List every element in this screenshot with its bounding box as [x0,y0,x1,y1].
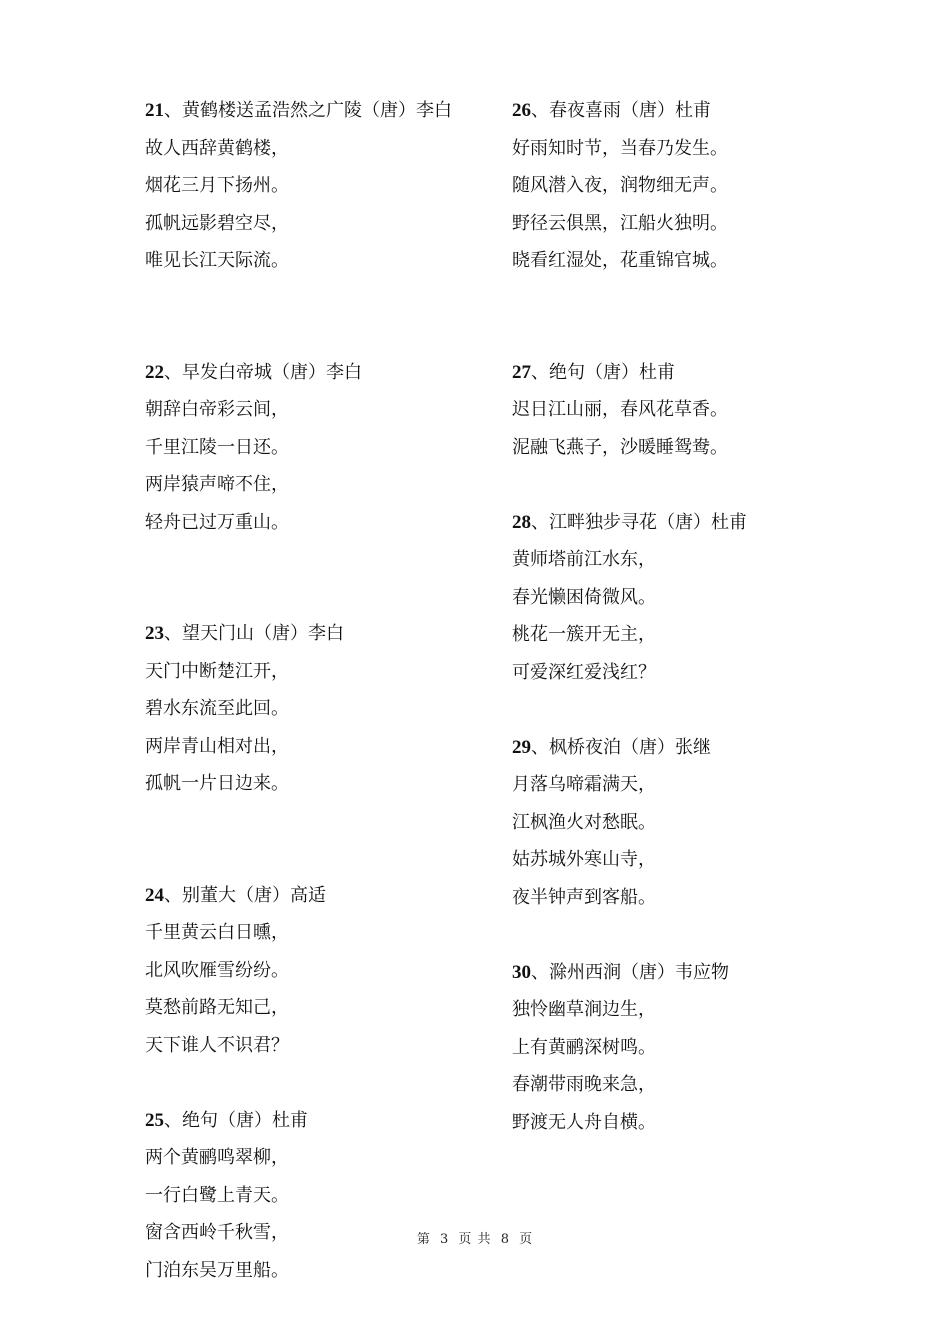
poem-number: 26 [512,100,531,121]
poem-line: 门泊东吴万里船。 [145,1259,289,1281]
poem-line: 桃花一簇开无主， [512,624,656,645]
poem-line: 千里黄云白日曛， [145,922,289,943]
current-page-number: 3 [440,1232,450,1247]
poem-title-text: 、绝句（唐）杜甫 [531,361,675,383]
poem-line: 春光懒困倚微风。 [512,586,656,608]
poem-line: 春潮带雨晚来急， [512,1074,656,1095]
poem-line: 两岸青山相对出， [145,735,289,757]
poem-line: 随风潜入夜，润物细无声。 [512,175,728,196]
spacer [512,280,872,354]
poem-24 [145,877,495,1065]
footer-middle: 页 共 [458,1232,492,1247]
poem-line: 千里江陵一日还。 [145,436,289,458]
poem-line: 两个黄鹂鸣翠柳， [145,1147,289,1168]
poem-line: 唯见长江天际流。 [145,250,289,271]
poem-title-text: 、别董大（唐）高适 [164,884,326,906]
spacer [512,466,872,504]
footer-suffix: 页 [519,1232,534,1247]
poem-line: 天下谁人不识君？ [145,1034,289,1056]
spacer [145,541,495,615]
poem-line: 两岸猿声啼不住， [145,474,289,495]
poem-line: 烟花三月下扬州。 [145,175,289,196]
poem-29 [512,729,872,917]
poem-line: 窗含西岭千秋雪， [145,1222,289,1243]
poem-27 [512,354,872,467]
poem-line: 孤帆远影碧空尽， [145,212,289,234]
poem-line: 野径云俱黑，江船火独明。 [512,212,728,234]
poem-number: 29 [512,736,531,758]
poem-30 [512,954,872,1142]
poem-title [512,354,872,392]
poem-line: 一行白鹭上青天。 [145,1184,289,1206]
poem-number: 30 [512,961,531,983]
poem-line: 上有黄鹂深树鸣。 [512,1036,656,1058]
right-column [512,92,872,1141]
poem-title [145,1102,495,1140]
poem-23 [145,615,495,803]
poem-line: 孤帆一片日边来。 [145,773,289,794]
poem-line: 好雨知时节，当春乃发生。 [512,137,728,159]
poem-title [145,877,495,915]
poem-line: 北风吹雁雪纷纷。 [145,959,289,981]
spacer [145,803,495,877]
poem-title [512,504,872,542]
poem-26 [512,92,872,280]
poem-line: 莫愁前路无知己， [145,997,289,1018]
poem-line: 独怜幽草涧边生， [512,999,656,1020]
poem-number: 28 [512,511,531,533]
poem-title [145,92,495,130]
total-page-count: 8 [500,1232,510,1247]
poem-line: 朝辞白帝彩云间， [145,399,289,420]
poem-21 [145,92,495,280]
poem-line: 天门中断楚江开， [145,660,289,682]
poem-line: 晓看红湿处，花重锦官城。 [512,250,728,271]
poem-number: 22 [145,361,164,383]
poem-line: 月落乌啼霜满天， [512,774,656,795]
poem-title-text: 、枫桥夜泊（唐）张继 [531,736,711,758]
poem-line: 碧水东流至此回。 [145,698,289,719]
poem-title [512,92,872,130]
poem-title-text: 、江畔独步寻花（唐）杜甫 [531,511,747,533]
poem-line: 江枫渔火对愁眠。 [512,811,656,833]
poem-number: 25 [145,1109,164,1131]
page-footer [0,1228,950,1247]
spacer [145,280,495,354]
poem-line: 夜半钟声到客船。 [512,886,656,908]
poem-line: 黄师塔前江水东， [512,549,656,570]
poem-line: 轻舟已过万重山。 [145,511,289,533]
poem-28 [512,504,872,692]
poem-number: 21 [145,100,164,121]
poem-line: 泥融飞燕子，沙暖睡鸳鸯。 [512,436,728,458]
poem-number: 24 [145,884,164,906]
poem-title-text: 、绝句（唐）杜甫 [164,1109,308,1131]
left-column [145,92,495,1289]
poem-title-text: 、望天门山（唐）李白 [164,623,344,644]
poem-title-text: 、春夜喜雨（唐）杜甫 [531,100,711,121]
poem-line: 迟日江山丽，春风花草香。 [512,399,728,420]
poem-number: 27 [512,361,531,383]
poem-title [145,615,495,653]
poem-title-text: 、早发白帝城（唐）李白 [164,361,362,383]
poem-line: 野渡无人舟自横。 [512,1111,656,1133]
spacer [145,1064,495,1102]
spacer [512,916,872,954]
poem-title [145,354,495,392]
poem-line: 姑苏城外寒山寺， [512,849,656,870]
poem-line: 可爱深红爱浅红？ [512,661,656,683]
poem-line: 故人西辞黄鹤楼， [145,137,289,159]
footer-prefix: 第 [416,1232,431,1247]
spacer [512,691,872,729]
poem-title-text: 、黄鹤楼送孟浩然之广陵（唐）李白 [164,100,452,121]
poem-title [512,954,872,992]
poem-title [512,729,872,767]
poem-25 [145,1102,495,1290]
poem-number: 23 [145,623,164,644]
poem-title-text: 、滁州西涧（唐）韦应物 [531,961,729,983]
poem-22 [145,354,495,542]
